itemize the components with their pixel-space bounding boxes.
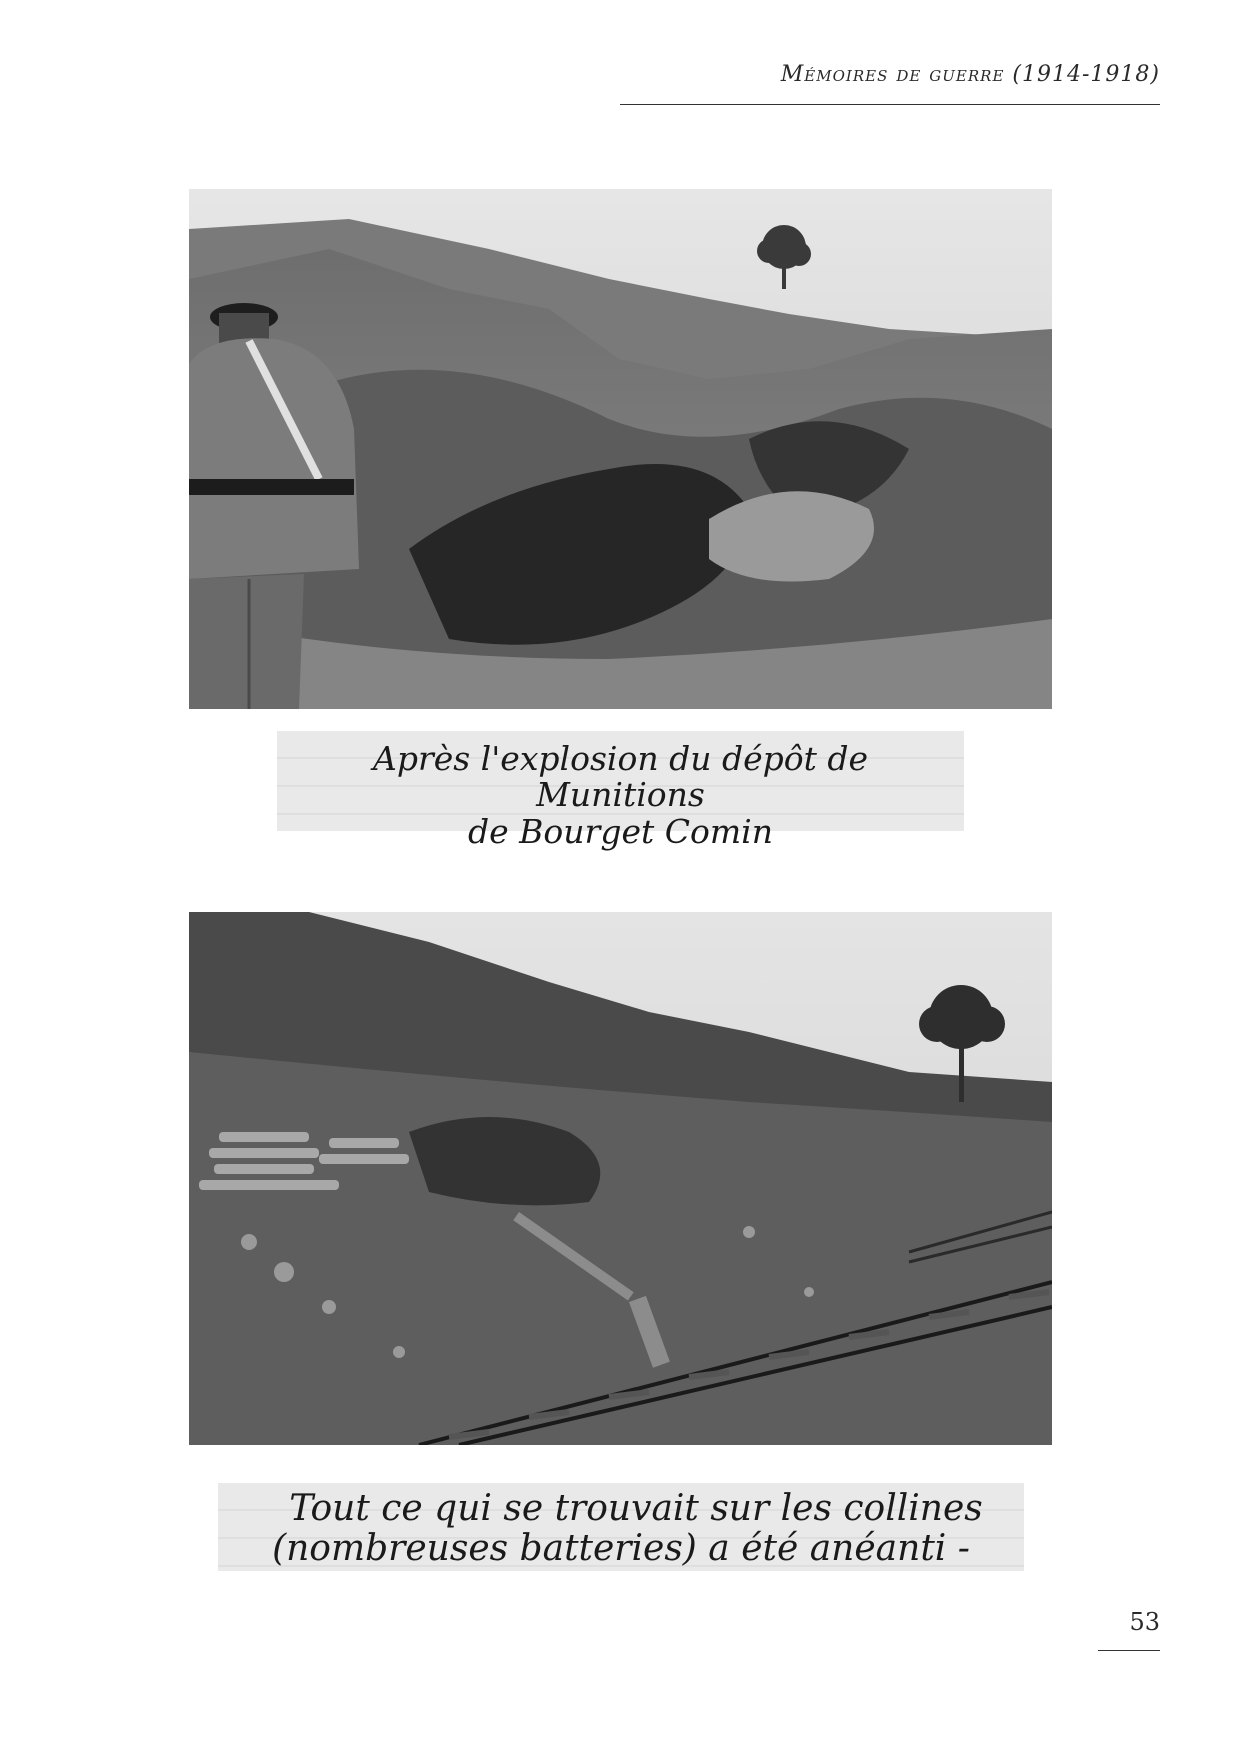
running-header: Mémoires de guerre (1914-1918) [780, 62, 1160, 87]
caption-2-line-1: Tout ce qui se trouvait sur les collines [289, 1488, 983, 1529]
photo-destroyed-hillside [189, 912, 1052, 1445]
header-rule [620, 104, 1160, 105]
caption-1-line-2: de Bourget Comin [468, 811, 773, 851]
handwritten-caption-1 [277, 731, 964, 851]
caption-2-line-2: (nombreuses batteries) a été anéanti - [272, 1527, 970, 1569]
handwritten-caption-2 [218, 1483, 1024, 1571]
photo-explosion-crater [189, 189, 1052, 709]
caption-1-line-1: Après l'explosion du dépôt de Munitions [372, 739, 869, 815]
page-number: 53 [1129, 1608, 1160, 1636]
page-number-rule [1098, 1650, 1160, 1651]
